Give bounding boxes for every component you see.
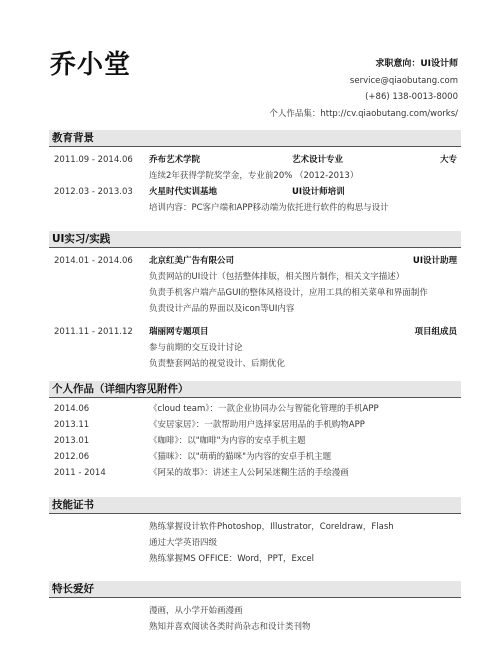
education-detail: 培训内容：PC客户端和APP移动端为依托进行软件的构思与设计 [149,203,389,213]
job-entry [49,253,461,269]
work-item: 2014.06 《cloud team》：一款企业协同办公与智能化管理的手机APP [54,404,379,414]
entry-date: 2011.11 - 2011.12 [54,327,133,337]
education-entry [49,152,461,168]
major: 艺术设计专业 [292,155,344,165]
job-detail: 负责网站的UI设计（包括整体排版，相关图片制作，相关文字描述） [149,272,405,282]
job-detail: 负责设计产品的界面以及icon等UI内容 [149,304,295,314]
degree: 大专 [439,155,457,165]
works-section [49,381,461,481]
skill-item: 熟练掌握设计软件Photoshop，Illustrator，Coreldraw，Flash [149,522,394,532]
skill-item: 熟练掌握MS OFFICE：Word，PPT，Excel [149,554,315,564]
entry-date: 2014.01 - 2014.06 [54,256,133,266]
work-item: 2013.11 《安居家居》：一款帮助用户选择家居用品的手机购物APP [54,420,365,430]
education-section [49,130,461,216]
candidate-name: 乔小堂 [50,50,132,80]
job-entry [49,324,461,340]
phone-text: (+86) 138-0013-8000 [365,92,458,102]
job-detail: 参与前期的交互设计讨论 [149,343,243,353]
skill-item: 通过大学英语四级 [149,538,218,548]
work-item: 2011 - 2014 《阿呆的故事》：讲述主人公阿呆迷糊生活的手绘漫画 [54,468,349,478]
job-detail: 负责手机客户端产品GUI的整体风格设计，应用工具的相关菜单和界面制作 [149,288,428,298]
email-text: service@qiaobutang.com [349,75,458,86]
entry-date: 2011.09 - 2014.06 [54,155,133,165]
portfolio-link[interactable]: 个人作品集：http://cv.qiaobutang.com/works/ [269,108,458,119]
hobbies-section [49,581,461,635]
job-title: UI设计助理 [412,256,457,266]
job-detail: 负责整套网站的视觉设计、后期优化 [149,359,286,369]
entry-date: 2012.03 - 2013.03 [54,187,133,197]
education-detail: 连续2年获得学院奖学金，专业前20% （2012-2013） [149,171,359,181]
education-entry [49,184,461,200]
school-name: 乔布艺术学院 [149,155,201,165]
training-course: UI设计师培训 [292,187,345,197]
contact-block [269,56,458,122]
skills-heading: 技能证书 [49,497,461,514]
company-name: 北京红美广告有限公司 [149,256,235,266]
work-item: 2012.06 《猫咪》：以"萌萌的猫咪"为内容的安卓手机主题 [54,452,332,462]
work-item: 2013.01 《咖啡》：以"咖啡"为内容的安卓手机主题 [54,436,306,446]
training-org: 火星时代实训基地 [149,187,218,197]
hobbies-heading: 特长爱好 [49,581,461,598]
project-name: 瑞丽网专题项目 [149,327,209,337]
internship-section [49,231,461,372]
hobby-item: 漫画，从小学开始画漫画 [149,606,243,616]
works-heading: 个人作品（详细内容见附件） [49,381,461,398]
job-title: 项目组成员 [414,327,457,337]
education-heading: 教育背景 [49,130,461,147]
skills-section [49,497,461,567]
job-intent: 求职意向：UI设计师 [375,59,458,69]
internship-heading: UI实习/实践 [49,231,461,248]
hobby-item: 熟知并喜欢阅读各类时尚杂志和设计类刊物 [149,622,311,632]
